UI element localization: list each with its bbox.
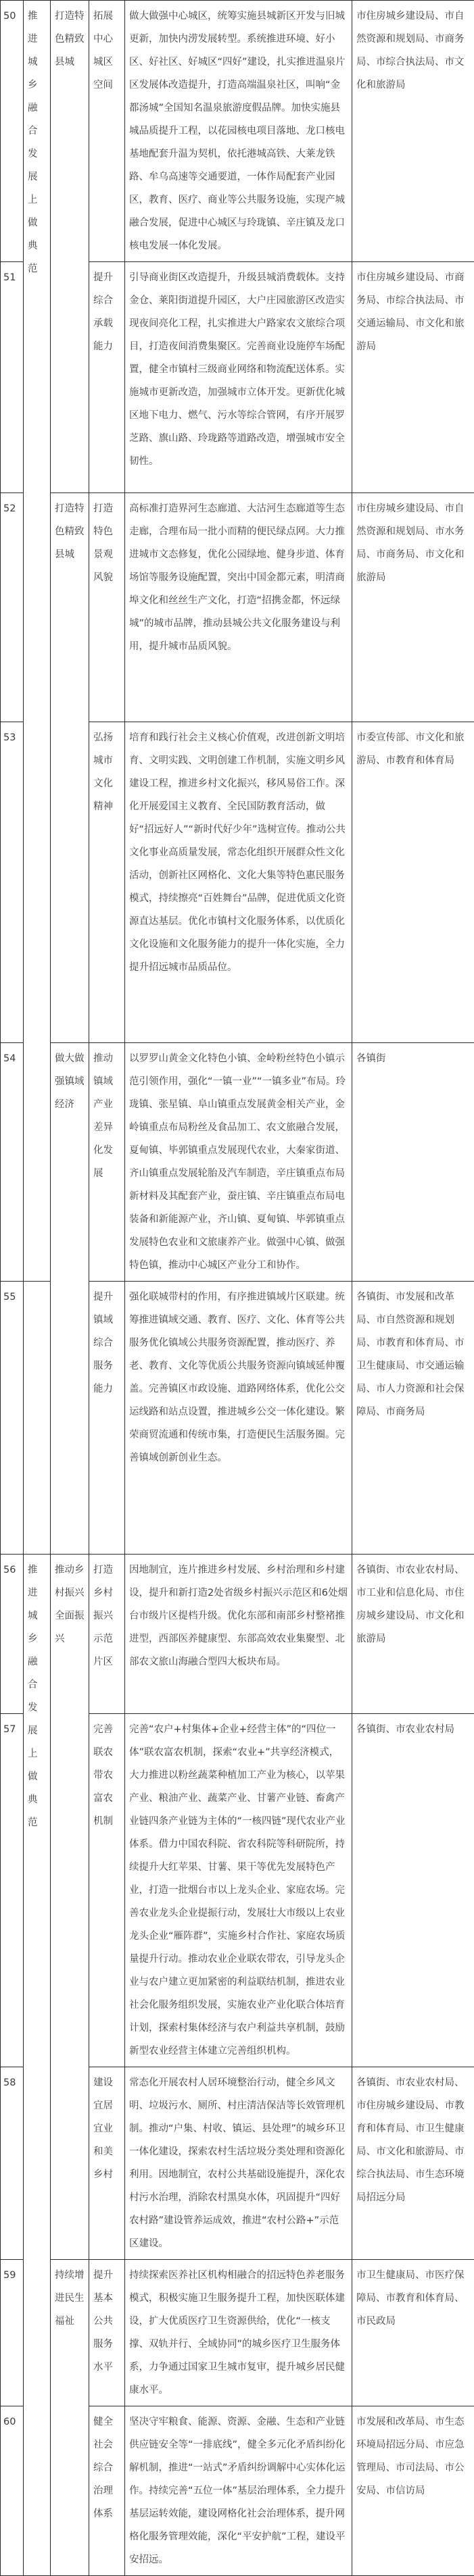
dept-cell: 各镇街、市农业农村局 [352,1714,474,2067]
dept-cell: 各镇街、市农业农村局、市工业和信息化局、市住房城乡建设局、市文化和旅游局 [352,1555,474,1714]
task-cell: 持续增进民生福祉 [51,2260,89,2576]
item-cell: 拓展中心城区空间 [89,1,125,262]
row-number: 57 [1,1714,24,2067]
content-cell: 高标准打造界河生态廊道、大沽河生态廊道等生态走廊，合理布局一批小而精的便民绿点网。大力推进城市文态修复，优化公园绿地、健身步道、体育场馆等服务设施配置，突出中国金都元素，明清商埠文化和丝丝生产文化，打造“招携金都，怀远绿城”的城市品牌，推动县城公共文化服务建设与利用，提升城市品质风貌。 [125,493,352,722]
item-cell: 提升基本公共服务水平 [89,2260,125,2406]
dept-cell: 市住房城乡建设局、市商务局、市综合执法局、市交通运输局、市文化和旅游局 [352,262,474,493]
row-number: 55 [1,1282,24,1555]
content-cell: 因地制宜，连片推进乡村发展、乡村治理和乡村建设，提升和新打造2处省级乡村振兴示范区和6处烟台市级片区提档升级。优化东部和南部乡村整褚推进型，西部医养健康型、东部高效农业集聚型、北部农文旅山海融合型四大板块布局。 [125,1555,352,1714]
dept-cell: 各镇街 [352,1043,474,1282]
dept-cell: 市委宣传部、市文化和旅游局、市教育和体育局 [352,722,474,1043]
row-number: 53 [1,722,24,1043]
table-row [1,2260,474,2406]
task-cell: 推动乡村振兴全面振兴 [51,1555,89,2260]
item-cell: 打造特色景观风貌 [89,493,125,722]
content-cell: 引导商业街区改造提升，升级县城消费载体。支持金仓、莱阳街道提升园区，大户庄园旅游区改造实现夜间亮化工程，扎实推进大户路家农文旅综合项目，打造夜间消费集聚区。完善商业设施停车场配置，健全市镇村三级商业网络和物流配送体系。实施城市更新改造，加强城市立体开发。更新优化城区地下电力、燃气、污水等综合管网，有序开展罗芝路、旗山路、玲珑路等道路改造，增强城市安全韧性。 [125,262,352,493]
row-number: 51 [1,262,24,493]
dept-cell: 各镇街、市农业农村局、市住房城乡建设局、市教育和体育局、市卫生健康局、市文化和旅游局、市综合执法局、市生态环境局招远分局 [352,2067,474,2260]
dept-cell: 市卫生健康局、市医疗保障局、市教育和体育局、市民政局 [352,2260,474,2406]
content-cell: 做大做强中心城区，统筹实施县城新区开发与旧城更新，加快内涝发展转型。系统推进环境、好小区、好社区、好城区“四好”建设，扎实推进温泉片区发展体改造提升，打造高端温泉社区，叫响“金都汤城”全国知名温泉旅游度假品牌。加快实施县城品质提升工程，以花园核电项目落地、龙口核电基地配套升温为契机，依托港城高铁、大莱龙铁路、牟乌高速等交通要道，一体作局配套产业园区，教育、医疗、商业等公共服务设施，实现产城融合发展，促进中心城区与玲珑镇、辛庄镇及龙口核电发展一体化发展。 [125,1,352,262]
area-cell: 推进城乡融合发展上做典范 [24,1,51,1282]
dept-cell: 市住房城乡建设局、市自然资源和规划局、市水务局、市商务局、市文化和旅游局 [352,493,474,722]
task-cell: 做大做强镇域经济 [51,1043,89,1555]
row-number: 58 [1,2067,24,2260]
item-cell: 提升镇域综合服务能力 [89,1282,125,1555]
row-number: 56 [1,1555,24,1714]
table-row [1,1043,474,1282]
content-cell: 强化联城带村的作用，有序推进镇域片区联建。统筹推进镇域交通、教育、医疗、文化、体育等公共服务优化镇域公共服务资源配置，推动医疗、养老、教育、文化等优质公共服务资源向镇域延伸覆盖。完善镇区市政设施、道路网络体系，优化公交运线路和站点设置，推进城乡公交一体化建设。繁荣商贸流通和传统市集，打造便民生活服务圈。完善镇域创新创业生态。 [125,1282,352,1555]
task-cell: 打造特色精致县城 [51,1,89,493]
dept-cell: 各镇街、市发展和改革局、市自然资源和规划局、市教育和体育局、市卫生健康局、市交通运输局、市人力资源和社会保障局、市商务局 [352,1282,474,1555]
item-cell: 弘扬城市文化精神 [89,722,125,1043]
task-cell: 打造特色精致县城 [51,493,89,1043]
content-cell: 持续探索医养社区机构相融合的招远特色养老服务模式，积极实施卫生服务提升工程，加快医联体建设，扩大优质医疗卫生资源供给，优化“一核支撑、双轨并行、全域协同”的城乡医疗卫生服务体系，力争通过国家卫生城市复审，提升城乡居民健康水平。 [125,2260,352,2406]
content-cell: 坚决守牢粮食、能源、资源、金融、生态和产业链供应链安全等“一排底线”，健全多元化矛盾纠纷化解机制，推进“一站式”矛盾纠纷调解中心实体化运作。持续完善“五位一体”基层治理体系，全力提升基层运转效能，建设网格化社会治理体系，提升网格化服务管理效能，深化“平安护航”工程，建设平安招远。 [125,2406,352,2576]
content-cell: 以罗罗山黄金文化特色小镇、金岭粉丝特色小镇示范引领作用，强化“一镇一业”“一镇多业”布局。玲珑镇、张星镇、阜山镇重点发展黄金相关产业，金岭镇重点布局粉丝及食品加工、农文旅融合发展，夏甸镇、毕郭镇重点发展现代农业，大秦家街道、齐山镇重点发展轮胎及汽车制造，辛庄镇重点布局新材料及其配套产业，蚕庄镇、辛庄镇重点布局电装备和新能源产业，齐山镇、夏甸镇、毕郭镇重点发展特色农业和文旅康养产业。做强中心镇、做强特色镇，推动中心城区产业分工和协作。 [125,1043,352,1282]
dept-cell: 市住房城乡建设局、市自然资源和规划局、市商务局、市综合执法局、市文化和旅游局 [352,1,474,262]
table-row [1,1,474,262]
dept-cell: 市发展和改革局、市生态环境局招远分局、市应急管理局、市司法局、市公安局、市信访局 [352,2406,474,2576]
row-number: 60 [1,2406,24,2576]
content-cell: 完善“农户+村集体+企业+经营主体”的“四位一体”联农富农机制，探索“农业+”共享经济模式，大力推进以粉丝蔬菜种植加工产业为核心，以苹果产业、粮油产业、蔬菜产业、甘薯产业链、畜禽产业链四条产业链为主体的“一核四链”现代农业产业体系。借力中国农科院、省农科院等科研院所，持续提升大红苹果、甘薯、果干等优先发展特色产业，打造一批烟台市以上龙头企业、家庭农场。完善农业龙头企业提振行动，发展壮大市级以上农业龙头企业“雁阵群”，实施乡村合作社、家庭农场质量提升行动。推动农业企业联农带农，引导龙头企业与农户建立更加紧密的利益联结机制，推进农业社会化服务组织发展，实施农业产业化联合体培育计划，探索村集体经济与农户利益共享机制，鼓励新型农业经营主体建立完善组织机构。 [125,1714,352,2067]
content-cell: 常态化开展农村人居环境整治行动，健全乡风文明、垃圾污水、厕所、村庄清洁保洁等长效管理机制。推动“户集、村收、镇运、县处理”的城乡环卫一体化建设，探索农村生活垃圾分类处理和资源化利用。因地制宜，农村公共基础设施提升，深化农村污水治理，消除农村黑臭水体，巩固提升“四好农村路”建设管养运成效，推进“农村公路+”示范区建设。 [125,2067,352,2260]
content-cell: 培育和践行社会主义核心价值观，改进创新文明培育、文明实践、文明创建工作机制，实施文明乡风建设工程，推进乡村文化振兴，移风易俗工作。深化开展爱国主义教育、全民国防教育活动，做好“招远好人”“新时代好少年”选树宣传。推动公共文化事业高质量发展，常态化组织开展群众性文化活动，创新社区网格化、文化大集等特色惠民服务模式，持续擦亮“百姓舞台”品牌，促进优质文化资源直达基层。优化市镇村文化服务体系，以优质化文化设施和文化服务能力的提升一体化实施，全力提升招远城市品质品位。 [125,722,352,1043]
row-number: 54 [1,1043,24,1282]
row-number: 50 [1,1,24,262]
area-cell-blank [24,1282,51,1555]
item-cell: 推动镇域产业差异化发展 [89,1043,125,1282]
row-number: 59 [1,2260,24,2406]
table-row [1,1555,474,1714]
item-cell: 健全社会综合治理体系 [89,2406,125,2576]
row-number: 52 [1,493,24,722]
item-cell: 建设宜居宜业和美乡村 [89,2067,125,2260]
item-cell: 提升综合承载能力 [89,262,125,493]
table-row [1,493,474,722]
item-cell: 打造乡村振兴示范片区 [89,1555,125,1714]
item-cell: 完善联农带农富农机制 [89,1714,125,2067]
area-cell: 推进城乡融合发展上做典范 [24,1555,51,2576]
